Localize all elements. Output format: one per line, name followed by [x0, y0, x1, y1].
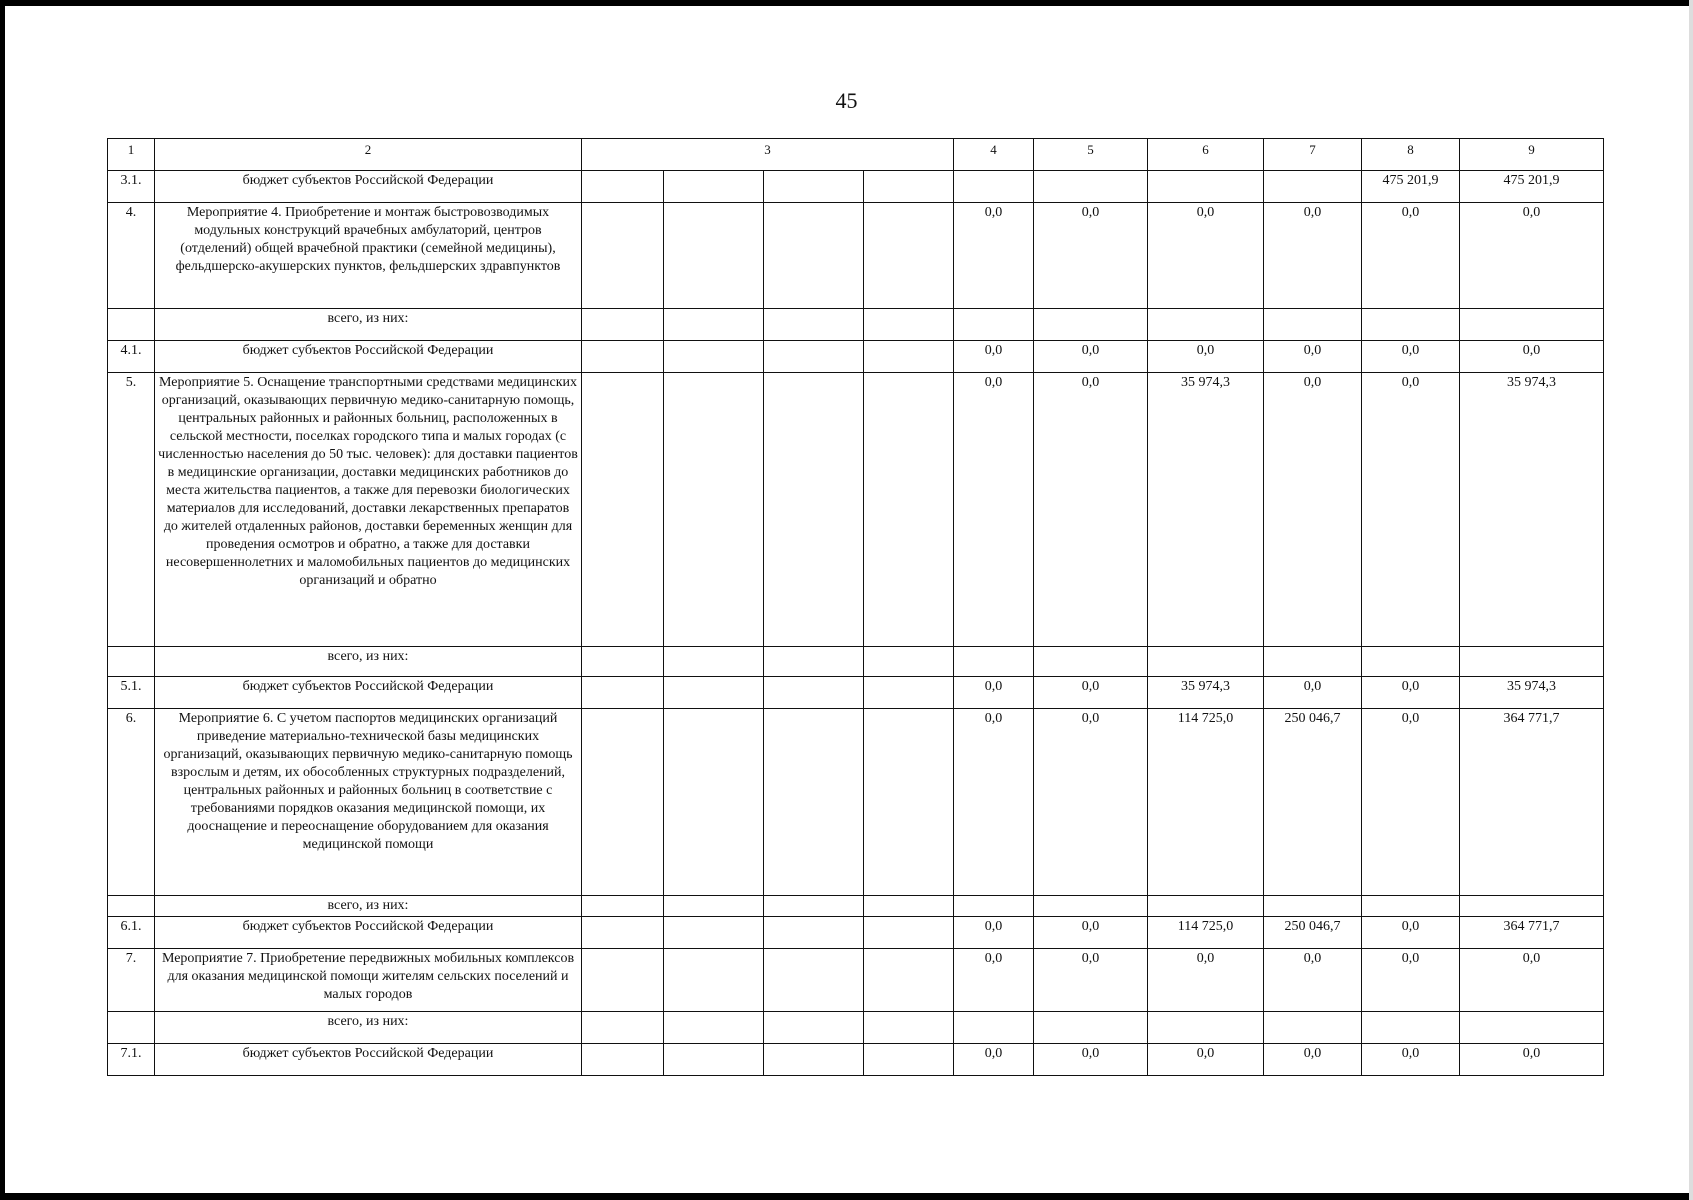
value-col-6: 0,0 — [1148, 341, 1264, 373]
value-col-7: 0,0 — [1264, 203, 1362, 309]
empty-cell — [582, 896, 664, 917]
row-number: 4. — [108, 203, 155, 309]
row-number: 7.1. — [108, 1044, 155, 1076]
empty-cell — [764, 647, 864, 677]
scan-border-right — [1689, 0, 1693, 1200]
value-col-7: 0,0 — [1264, 949, 1362, 1012]
value-col-4 — [954, 647, 1034, 677]
empty-cell — [864, 647, 954, 677]
scan-border-bottom — [0, 1193, 1693, 1200]
value-col-8: 0,0 — [1362, 203, 1460, 309]
header-cell-1: 1 — [108, 139, 155, 171]
value-col-9: 0,0 — [1460, 341, 1604, 373]
header-cell-9: 9 — [1460, 139, 1604, 171]
row-name: бюджет субъектов Российской Федерации — [155, 1044, 582, 1076]
empty-cell — [664, 917, 764, 949]
value-col-9: 0,0 — [1460, 203, 1604, 309]
value-col-8: 475 201,9 — [1362, 171, 1460, 203]
row-name: Мероприятие 6. С учетом паспортов медицинских организаций приведение материально-технической базы медицинских организаций, оказывающих первичную медико-санитарную помощь взрослым и детям, их обособленных структурных подразделений, центральных районных и районных больниц в соответствие с требованиями порядков оказания медицинской помощи, их дооснащение и переоснащение оборудованием для оказания медицинской помощи — [155, 709, 582, 896]
value-col-4 — [954, 171, 1034, 203]
row-number: 6.1. — [108, 917, 155, 949]
empty-cell — [664, 677, 764, 709]
header-cell-5: 5 — [1034, 139, 1148, 171]
value-col-9: 0,0 — [1460, 1044, 1604, 1076]
value-col-6: 35 974,3 — [1148, 677, 1264, 709]
table-row — [108, 309, 1604, 341]
header-cell-2: 2 — [155, 139, 582, 171]
row-number — [108, 647, 155, 677]
value-col-7 — [1264, 1012, 1362, 1044]
value-col-9 — [1460, 1012, 1604, 1044]
empty-cell — [864, 677, 954, 709]
value-col-6: 0,0 — [1148, 1044, 1264, 1076]
empty-cell — [764, 709, 864, 896]
row-name: бюджет субъектов Российской Федерации — [155, 917, 582, 949]
empty-cell — [764, 203, 864, 309]
table-row — [108, 341, 1604, 373]
value-col-6: 114 725,0 — [1148, 917, 1264, 949]
empty-cell — [764, 1044, 864, 1076]
empty-cell — [582, 709, 664, 896]
value-col-8: 0,0 — [1362, 373, 1460, 647]
value-col-4: 0,0 — [954, 203, 1034, 309]
value-col-8 — [1362, 647, 1460, 677]
header-cell-4: 4 — [954, 139, 1034, 171]
empty-cell — [582, 309, 664, 341]
value-col-5: 0,0 — [1034, 709, 1148, 896]
header-cell-6: 6 — [1148, 139, 1264, 171]
empty-cell — [764, 949, 864, 1012]
empty-cell — [582, 949, 664, 1012]
row-number: 7. — [108, 949, 155, 1012]
value-col-5 — [1034, 1012, 1148, 1044]
value-col-4: 0,0 — [954, 709, 1034, 896]
value-col-8: 0,0 — [1362, 949, 1460, 1012]
value-col-7: 250 046,7 — [1264, 917, 1362, 949]
empty-cell — [582, 171, 664, 203]
value-col-6: 114 725,0 — [1148, 709, 1264, 896]
value-col-5: 0,0 — [1034, 677, 1148, 709]
value-col-7: 0,0 — [1264, 1044, 1362, 1076]
value-col-9: 364 771,7 — [1460, 917, 1604, 949]
empty-cell — [664, 171, 764, 203]
row-name: Мероприятие 7. Приобретение передвижных мобильных комплексов для оказания медицинской помощи жителям сельских поселений и малых городов — [155, 949, 582, 1012]
empty-cell — [864, 1044, 954, 1076]
value-col-8 — [1362, 1012, 1460, 1044]
row-name: Мероприятие 5. Оснащение транспортными средствами медицинских организаций, оказывающих первичную медико-санитарную помощь, центральных районных и районных больниц, расположенных в сельской местности, поселках городского типа и малых городах (с численностью населения до 50 тыс. человек): для доставки пациентов в медицинские организации, доставки медицинских работников до места жительства пациентов, а также для перевозки биологических материалов для исследований, доставки лекарственных препаратов до жителей отдаленных районов, доставки беременных женщин для проведения осмотров и обратно, а также для доставки несовершеннолетних и маломобильных пациентов до медицинских организаций и обратно — [155, 373, 582, 647]
value-col-4: 0,0 — [954, 373, 1034, 647]
value-col-5 — [1034, 647, 1148, 677]
value-col-7: 0,0 — [1264, 341, 1362, 373]
empty-cell — [764, 309, 864, 341]
value-col-6: 0,0 — [1148, 949, 1264, 1012]
row-number: 3.1. — [108, 171, 155, 203]
empty-cell — [864, 949, 954, 1012]
value-col-5: 0,0 — [1034, 203, 1148, 309]
budget-table — [107, 138, 1604, 1076]
row-name: всего, из них: — [155, 647, 582, 677]
empty-cell — [664, 949, 764, 1012]
value-col-7 — [1264, 896, 1362, 917]
value-col-9: 364 771,7 — [1460, 709, 1604, 896]
value-col-7: 250 046,7 — [1264, 709, 1362, 896]
value-col-5 — [1034, 171, 1148, 203]
empty-cell — [864, 203, 954, 309]
empty-cell — [582, 917, 664, 949]
table-row — [108, 949, 1604, 1012]
table-row — [108, 1044, 1604, 1076]
row-name: бюджет субъектов Российской Федерации — [155, 341, 582, 373]
empty-cell — [664, 373, 764, 647]
table-row — [108, 203, 1604, 309]
value-col-6 — [1148, 171, 1264, 203]
empty-cell — [764, 373, 864, 647]
value-col-8: 0,0 — [1362, 1044, 1460, 1076]
row-number — [108, 309, 155, 341]
empty-cell — [764, 896, 864, 917]
row-name: всего, из них: — [155, 896, 582, 917]
table-row — [108, 1012, 1604, 1044]
value-col-8 — [1362, 896, 1460, 917]
empty-cell — [864, 171, 954, 203]
empty-cell — [864, 709, 954, 896]
row-name: всего, из них: — [155, 1012, 582, 1044]
page-number: 45 — [835, 88, 858, 113]
row-number: 5. — [108, 373, 155, 647]
empty-cell — [582, 677, 664, 709]
value-col-9: 0,0 — [1460, 949, 1604, 1012]
value-col-4: 0,0 — [954, 677, 1034, 709]
empty-cell — [764, 1012, 864, 1044]
value-col-9 — [1460, 896, 1604, 917]
value-col-9: 35 974,3 — [1460, 677, 1604, 709]
value-col-4 — [954, 309, 1034, 341]
empty-cell — [664, 203, 764, 309]
empty-cell — [664, 1044, 764, 1076]
row-number — [108, 1012, 155, 1044]
header-cell-3: 3 — [582, 139, 954, 171]
row-name: бюджет субъектов Российской Федерации — [155, 677, 582, 709]
value-col-7: 0,0 — [1264, 373, 1362, 647]
table-row — [108, 896, 1604, 917]
empty-cell — [864, 896, 954, 917]
row-name: бюджет субъектов Российской Федерации — [155, 171, 582, 203]
empty-cell — [664, 896, 764, 917]
value-col-5 — [1034, 309, 1148, 341]
row-number: 5.1. — [108, 677, 155, 709]
empty-cell — [864, 373, 954, 647]
value-col-6: 35 974,3 — [1148, 373, 1264, 647]
empty-cell — [764, 341, 864, 373]
value-col-8: 0,0 — [1362, 677, 1460, 709]
table-row — [108, 709, 1604, 896]
value-col-6: 0,0 — [1148, 203, 1264, 309]
value-col-4: 0,0 — [954, 1044, 1034, 1076]
empty-cell — [664, 309, 764, 341]
empty-cell — [864, 1012, 954, 1044]
value-col-8 — [1362, 309, 1460, 341]
row-number: 4.1. — [108, 341, 155, 373]
empty-cell — [864, 309, 954, 341]
value-col-7 — [1264, 309, 1362, 341]
row-name: Мероприятие 4. Приобретение и монтаж быстровозводимых модульных конструкций врачебных амбулаторий, центров (отделений) общей врачебной практики (семейной медицины), фельдшерско-акушерских пунктов, фельдшерских здравпунктов — [155, 203, 582, 309]
table-row — [108, 917, 1604, 949]
value-col-5: 0,0 — [1034, 373, 1148, 647]
empty-cell — [664, 647, 764, 677]
empty-cell — [764, 917, 864, 949]
header-row — [108, 139, 1604, 171]
scan-border-top — [0, 0, 1693, 6]
table-row — [108, 647, 1604, 677]
value-col-8: 0,0 — [1362, 709, 1460, 896]
empty-cell — [664, 341, 764, 373]
empty-cell — [582, 1044, 664, 1076]
value-col-6 — [1148, 896, 1264, 917]
row-name: всего, из них: — [155, 309, 582, 341]
value-col-5: 0,0 — [1034, 341, 1148, 373]
header-cell-8: 8 — [1362, 139, 1460, 171]
value-col-9 — [1460, 309, 1604, 341]
value-col-4: 0,0 — [954, 949, 1034, 1012]
row-number — [108, 896, 155, 917]
empty-cell — [582, 373, 664, 647]
value-col-4 — [954, 896, 1034, 917]
value-col-8: 0,0 — [1362, 341, 1460, 373]
value-col-4 — [954, 1012, 1034, 1044]
empty-cell — [864, 917, 954, 949]
value-col-9: 475 201,9 — [1460, 171, 1604, 203]
empty-cell — [582, 341, 664, 373]
value-col-4: 0,0 — [954, 917, 1034, 949]
row-number: 6. — [108, 709, 155, 896]
empty-cell — [664, 1012, 764, 1044]
value-col-6 — [1148, 309, 1264, 341]
empty-cell — [764, 171, 864, 203]
empty-cell — [864, 341, 954, 373]
table-row — [108, 677, 1604, 709]
empty-cell — [764, 677, 864, 709]
value-col-5: 0,0 — [1034, 1044, 1148, 1076]
table-row — [108, 171, 1604, 203]
empty-cell — [664, 709, 764, 896]
empty-cell — [582, 1012, 664, 1044]
value-col-5: 0,0 — [1034, 949, 1148, 1012]
scan-border-left — [0, 0, 5, 1200]
value-col-6 — [1148, 647, 1264, 677]
value-col-5 — [1034, 896, 1148, 917]
header-cell-7: 7 — [1264, 139, 1362, 171]
value-col-9: 35 974,3 — [1460, 373, 1604, 647]
empty-cell — [582, 647, 664, 677]
value-col-8: 0,0 — [1362, 917, 1460, 949]
value-col-6 — [1148, 1012, 1264, 1044]
value-col-7 — [1264, 647, 1362, 677]
table-row — [108, 373, 1604, 647]
value-col-4: 0,0 — [954, 341, 1034, 373]
value-col-7 — [1264, 171, 1362, 203]
empty-cell — [582, 203, 664, 309]
value-col-7: 0,0 — [1264, 677, 1362, 709]
value-col-5: 0,0 — [1034, 917, 1148, 949]
value-col-9 — [1460, 647, 1604, 677]
